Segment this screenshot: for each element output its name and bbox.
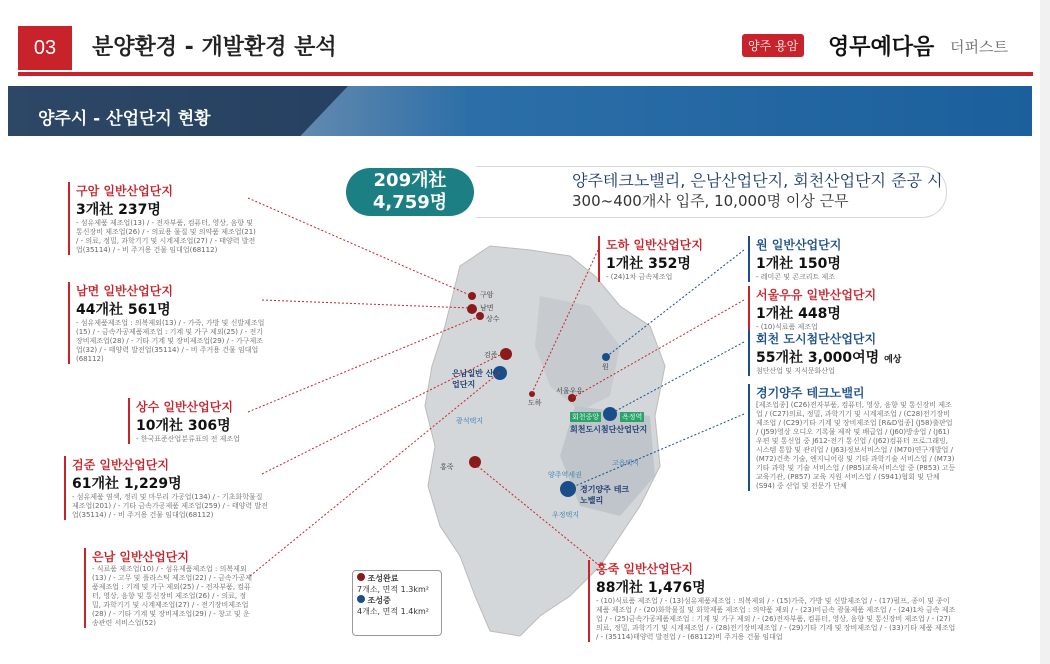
box-eunnam-title: 은남 일반산업단지 [92,550,189,564]
section-title: 양주시 - 산업단지 현황 [38,109,211,129]
map-label-nam: 남면 [480,304,494,312]
summary-line1: 양주테크노밸리, 은남산업단지, 회천산업단지 준공 시 [572,171,943,190]
legend-wip-dot [357,595,365,603]
box-won-count: 1개社 150명 [756,256,841,272]
map-station-2: 옥정역 [622,413,643,421]
box-techno [748,384,956,491]
summary-line2: 300~400개사 입주, 10,000명 이상 근무 [572,192,849,210]
map-label-seoul: 서울우유 [556,387,584,395]
map-label-techno: 경기양주 테크노밸리 [580,485,630,505]
box-nam [68,282,268,364]
legend-done-desc: 7개소, 면적 1.3km² [357,585,429,594]
map-station-3: 고읍택지 [612,459,640,467]
box-nam-desc: - 섬유제품제조업 : 의복제외(13) / - 가죽, 가방 및 신발제조업(15) / - 금속가공제품제조업 : 기계 및 가구 제외(25) / - 전기장비제조업(28) / - 기타 기계 및 장비제조업(29) / - 가구제조업(32) / - 태양력 발전업(35114) / - 비 주거용 건물 임대업(68112) [76,319,265,363]
box-geomjun [64,456,268,520]
box-seoul-title: 서울우유 일반산업단지 [756,288,877,302]
box-hongjuk-count: 88개社 1,476명 [596,580,706,596]
map-label-geomjun: 검준 [484,351,498,359]
box-nam-count: 44개社 561명 [76,302,171,318]
map-station-1: 회천중앙 [572,413,600,421]
box-hoecheon-title: 회천 도시첨단산업단지 [756,332,877,346]
box-won-title: 원 일반산업단지 [756,238,842,252]
box-eunnam [84,548,254,628]
summary-workers: 4,759명 [372,192,448,213]
box-guam-desc: - 섬유제품 제조업(13) / - 전자부품, 컴퓨터, 영상, 음향 및 통신장비 제조업(26) / - 의료용 물질 및 의약품 제조업(21) / - 의료, 정밀, 과학기기 및 시계제조업(27) / - 태양력 발전업(35114) / - 비 주거용 건물 임대업(68112) [76,219,256,254]
box-eunnam-desc: - 식료품 제조업(10) / - 섬유제품제조업 : 의복제외(13) / - 고무 및 플라스틱 제조업(22) / - 금속가공제품제조업 : 기계 및 가구 제외(25) / - 전자부품, 컴퓨터, 영상, 음향 및 통신장비 제조업(26) / - 의료, 정밀, 과학기기 및 시계제조업(27) / - 전기장비제조업(28) / - 기타 기계 및 장비제조업(29) / - 창고 및 운송관련 서비스업(52) [92,565,252,627]
summary-companies: 209개社 [373,170,447,191]
box-hoecheon-note: 예상 [884,355,902,365]
box-hongjuk-desc: - (10)식료품 제조업 / - (13)섬유제품제조업 : 의복제외 / - (15)가죽, 가방 및 신발제조업 / - (17)펄프, 종이 및 종이제품 제조업 / - (20)화학물질 및 화학제품 제조업 : 의약품 제외 / - (23)비금속 광물제품 제조업 / - (24)1차 금속 제조업 / - (25)금속가공제품제조업 : 기계 및 가구 제외 / - (26)전자부품, 컴퓨터, 영상, 음향 및 통신장비 제조업 / - (27)의료, 정밀, 과학기기 및 시계제조업 / - (28)전기장비제조업 / - (29)기타 기계 및 장비제조업 / - (33)기타 제품 제조업 / - (35114)태양력 발전업 / - (68112)비 주거용 건물 임대업 [596,597,956,641]
page-title: 분양환경 - 개발환경 분석 [92,35,337,60]
map-label-hoecheon: 회천도시첨단산업단지 [570,425,648,434]
box-techno-desc: [제조업종] (C26)전자부품, 컴퓨터, 영상, 음향 및 통신장비 제조업 / (C27)의료, 정밀, 과학기기 및 시계제조업 / (C28)전기장비제조업 / (C29)기타 기계 및 장비제조업 [R&D업종] (J58)출판업 / (J59)영상 오디오 기록물 제작 및 배급업 / (J60)방송업 / (J61)우편 및 통신업 중 J612-전기 통신업 / (J62)컴퓨터 프로그래밍, 시스템 통합 및 관리업 / (J63)정보서비스업 / (M70)연구개발업 / (M72)건축 기술, 엔지니어링 및 기타 과학기술 서비스업 / (M73)기타 과학 및 기술 서비스업 / (P85)교육서비스업 중 (P853) 고등 교육기관, (P857) 교육 지원 서비스업 / (S941)협회 및 단체(S94) 중 산업 및 전문가 단체 [756,401,956,490]
box-hoecheon [748,330,946,376]
box-doha [598,236,738,282]
box-won [748,236,904,282]
box-seoul [748,286,906,332]
brand-sub: 더퍼스트 [950,38,1008,56]
section-number: 03 [18,26,72,70]
box-sangsu-title: 상수 일반산업단지 [136,400,233,414]
box-geomjun-desc: - 섬유제품 염색, 정리 및 마무리 가공업(134) / - 기초화학물질 제조업(201) / - 기타 금속가공제품 제조업(259) / - 태양력 발전업(35114) / - 비 주거용 건물 임대업(68112) [72,493,268,519]
map-label-doha: 도하 [528,399,542,407]
box-doha-count: 1개社 352명 [606,256,691,272]
box-guam-count: 3개社 237명 [76,202,161,218]
map-station-4: 양주역세권 [548,471,582,479]
box-doha-desc: - (24)1차 금속제조업 [606,273,673,281]
box-sangsu-count: 10개社 306명 [136,418,231,434]
box-sangsu [128,398,254,444]
box-sangsu-desc: - 한국표준산업분류표의 전 제조업 [136,435,240,443]
box-hoecheon-count: 55개社 3,000여명 [756,350,880,366]
box-geomjun-title: 검준 일반산업단지 [72,458,169,472]
legend-done-dot [357,573,365,581]
map-label-won: 원 [602,363,609,371]
box-guam [68,182,256,255]
brand-logo: 영무예다음 [828,35,935,60]
map-label-hongjuk: 홍죽 [440,463,454,471]
box-doha-title: 도하 일반산업단지 [606,238,703,252]
box-seoul-desc: - (10)식료품 제조업 [756,323,818,331]
box-nam-title: 남면 일반산업단지 [76,284,173,298]
map-label-guam: 구암 [480,291,494,299]
vertical-scrollbar[interactable] [1040,0,1050,664]
box-won-desc: - 레미콘 및 콘크리트 제조 [756,273,836,281]
map-station-5: 우정택지 [552,511,580,519]
box-hongjuk [588,560,956,642]
box-seoul-count: 1개社 448명 [756,306,841,322]
map-legend [352,570,442,636]
box-hongjuk-title: 홍죽 일반산업단지 [596,562,693,576]
legend-wip-label: 조성중 [367,596,391,605]
box-geomjun-count: 61개社 1,229명 [72,476,182,492]
location-badge: 양주 용암 [742,34,804,57]
box-hoecheon-desc: 첨단산업 및 지식문화산업 [756,367,835,375]
legend-wip-desc: 4개소, 면적 1.4km² [357,607,429,616]
map-label-sangsu: 상수 [486,315,500,323]
map-label-eunnam: 은남일반 산업단지 [452,369,494,389]
box-guam-title: 구암 일반산업단지 [76,184,173,198]
map-station-6: 광석택지 [456,417,484,425]
legend-done-label: 조성완료 [367,574,399,583]
box-techno-title: 경기양주 테크노밸리 [756,386,865,400]
